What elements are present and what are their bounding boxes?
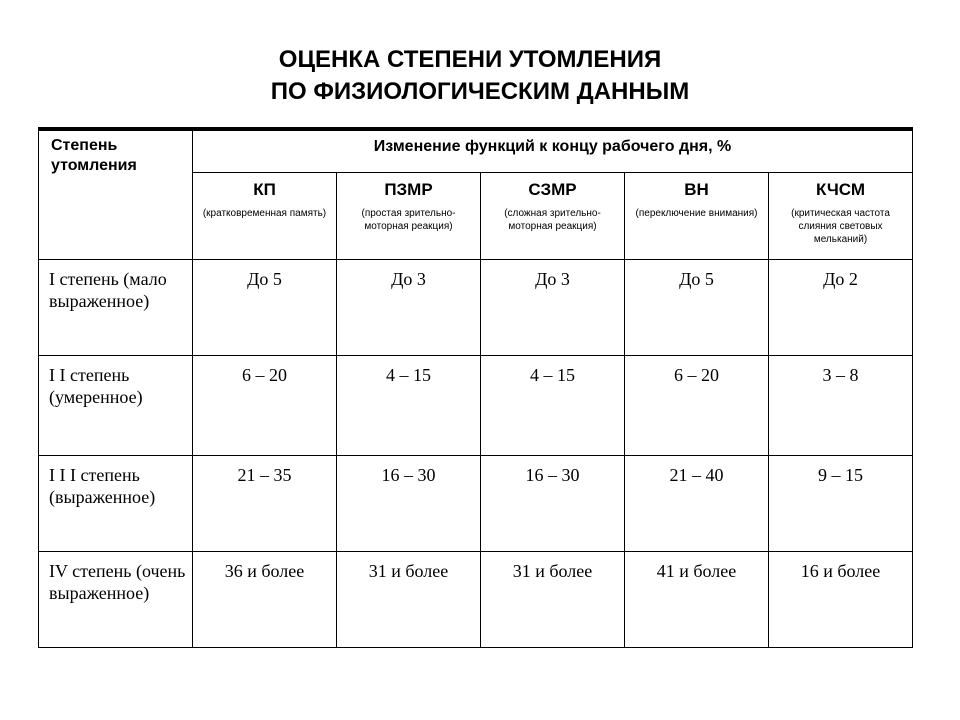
row-label: I I степень (умеренное)	[39, 356, 193, 456]
table-cell: 4 – 15	[481, 356, 625, 456]
table-row	[39, 456, 913, 552]
fatigue-table-wrapper	[38, 127, 912, 647]
row-label: I степень (мало выраженное)	[39, 260, 193, 356]
table-row	[39, 356, 913, 456]
table-cell: 4 – 15	[337, 356, 481, 456]
stage-header: Степень утомления	[51, 137, 137, 174]
table-cell: До 2	[769, 260, 913, 356]
table-cell: 31 и более	[337, 552, 481, 648]
table-cell: До 3	[481, 260, 625, 356]
table-cell: 6 – 20	[625, 356, 769, 456]
table-cell: 21 – 40	[625, 456, 769, 552]
table-cell: 16 – 30	[481, 456, 625, 552]
column-header-szmr	[481, 173, 625, 260]
column-desc: (кратковременная память)	[202, 208, 327, 219]
row-label: IV степень (очень выраженное)	[39, 552, 193, 648]
column-desc: (критическая частота слияния световых мельканий)	[791, 208, 890, 245]
column-abbr: ПЗМР	[384, 180, 433, 199]
table-cell: 36 и более	[193, 552, 337, 648]
table-row	[39, 260, 913, 356]
column-header-vn	[625, 173, 769, 260]
table-cell: До 5	[625, 260, 769, 356]
column-desc: (переключение внимания)	[635, 208, 758, 219]
table-cell: 21 – 35	[193, 456, 337, 552]
table-cell: До 3	[337, 260, 481, 356]
table-cell: 9 – 15	[769, 456, 913, 552]
table-cell: До 5	[193, 260, 337, 356]
table-cell: 31 и более	[481, 552, 625, 648]
page-title-line-1: ОЦЕНКА СТЕПЕНИ УТОМЛЕНИЯ	[278, 46, 662, 73]
table-row	[39, 552, 913, 648]
column-abbr: ВН	[684, 180, 709, 199]
page-title-line-2: ПО ФИЗИОЛОГИЧЕСКИМ ДАННЫМ	[270, 78, 690, 105]
stage-header-cell	[39, 128, 193, 260]
table-cell: 3 – 8	[769, 356, 913, 456]
row-label: I I I степень (выраженное)	[39, 456, 193, 552]
table-top-border	[38, 127, 912, 131]
table-cell: 16 и более	[769, 552, 913, 648]
column-desc: (простая зрительно-моторная реакция)	[361, 208, 456, 232]
column-header-kp	[193, 173, 337, 260]
table-cell: 16 – 30	[337, 456, 481, 552]
column-desc: (сложная зрительно-моторная реакция)	[504, 208, 601, 232]
fatigue-table	[38, 127, 913, 648]
column-abbr: КП	[253, 180, 276, 199]
change-header: Изменение функций к концу рабочего дня, %	[373, 138, 732, 155]
column-abbr: КЧСМ	[816, 180, 865, 199]
column-header-pzmr	[337, 173, 481, 260]
column-header-kchsm	[769, 173, 913, 260]
table-cell: 6 – 20	[193, 356, 337, 456]
column-abbr: СЗМР	[528, 180, 577, 199]
table-cell: 41 и более	[625, 552, 769, 648]
change-header-cell	[193, 128, 913, 173]
